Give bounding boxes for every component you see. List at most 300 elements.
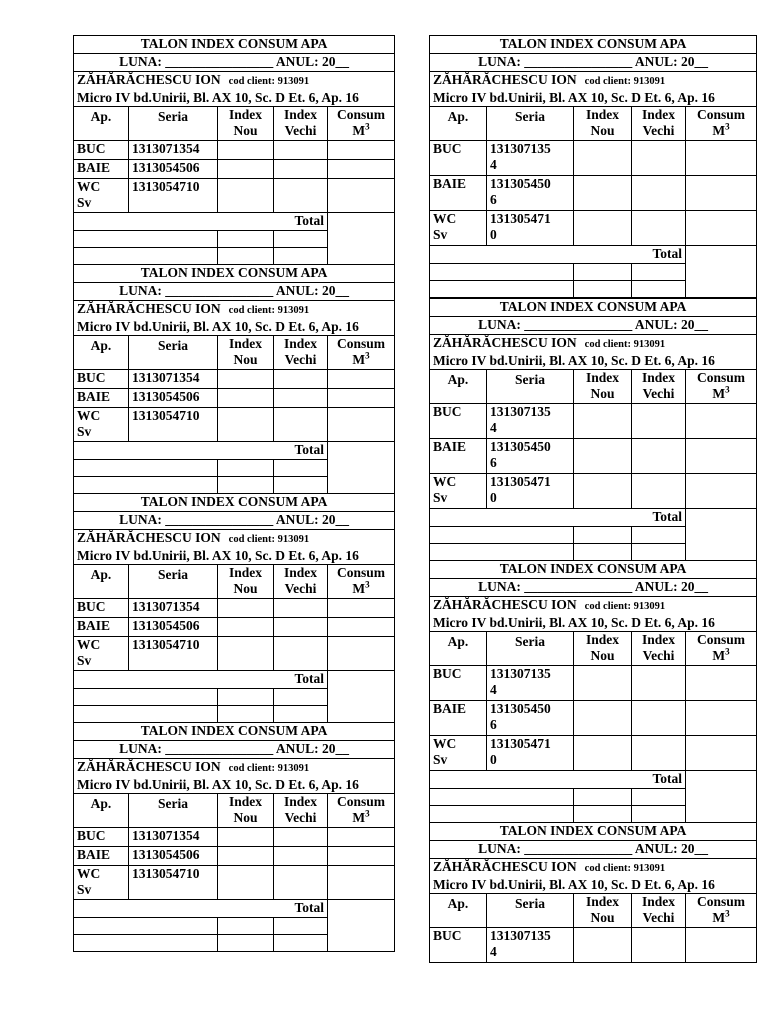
meter-serial-text: 1313054710 [132,179,200,194]
meter-location [74,847,129,866]
meter-serial [487,666,574,701]
client-code: cod client: 913091 [584,863,666,874]
meter-serial [487,211,574,246]
total-label: Total [294,213,324,228]
total-label-cell [430,509,686,527]
address-text: Micro IV bd.Unirii, Bl. AX 10, Sc. D Et. 6, Ap. 16 [433,90,715,105]
blank-cell [274,460,328,477]
meter-serial-text: 131305471 [490,474,551,489]
blank-cell [430,544,574,561]
total-value-cell [328,213,395,265]
header-ap [430,107,487,141]
header-index-nou [574,894,632,928]
header-consum-exponent: 3 [365,121,370,132]
index-nou-input [574,211,632,246]
index-nou-input [218,828,274,847]
header-consum-unit: M [352,123,366,138]
meter-location [74,160,129,179]
meter-location [74,408,129,442]
index-nou-input [218,389,274,408]
header-seria-text: Seria [515,634,545,649]
meter-location-text: WC [433,474,457,489]
blank-cell [74,477,218,494]
consum-input [328,618,395,637]
meter-location [430,141,487,176]
blank-cell [218,477,274,494]
meter-location-sub: Sv [433,752,448,767]
consum-input [328,599,395,618]
total-value-cell [328,671,395,723]
client-code: cod client: 913091 [584,601,666,612]
header-seria-text: Seria [158,567,188,582]
consum-input [686,404,757,439]
header-seria-text: Seria [158,109,188,124]
header-consum-line1: Consum [697,894,746,909]
blank-cell [74,460,218,477]
header-index-vechi-line1: Index [283,336,317,351]
meter-serial [129,141,218,160]
meter-row [74,389,395,408]
blank-cell [74,231,218,248]
client-code: cod client: 913091 [228,763,310,774]
header-ap-text: Ap. [90,109,112,124]
header-index-nou-line1: Index [228,336,262,351]
blank-cell [430,281,574,298]
header-index-vechi-line2: Vechi [642,123,675,138]
header-seria [129,794,218,828]
talon-form [429,35,757,298]
header-index-nou-line1: Index [228,107,262,122]
header-consum-line1: Consum [337,565,386,580]
consum-input [328,847,395,866]
header-index-nou-line2: Nou [590,648,615,663]
meter-location [74,370,129,389]
meter-serial-text: 131305450 [490,439,551,454]
blank-cell [632,264,686,281]
form-title [430,823,757,841]
total-label-cell [74,213,328,231]
header-index-nou [574,107,632,141]
consum-input [686,666,757,701]
month-year-line [74,512,395,530]
consum-input [686,176,757,211]
blank-cell [274,706,328,723]
meter-serial-tail: 0 [490,490,497,505]
index-nou-input [218,618,274,637]
client-line [430,335,757,354]
index-vechi-input [274,599,328,618]
form-title [74,723,395,741]
meter-location-text: WC [77,408,101,423]
meter-serial-tail: 6 [490,192,497,207]
meter-location [430,701,487,736]
header-consum-unit: M [712,910,726,925]
blank-cell [218,231,274,248]
client-name: ZĂHĂRĂCHESCU ION [77,530,221,545]
header-index-nou-line2: Nou [590,910,615,925]
form-title [74,265,395,283]
blank-cell [218,706,274,723]
header-ap [74,107,129,141]
meter-location-sub: Sv [77,195,92,210]
header-seria-text: Seria [158,338,188,353]
blank-cell [218,460,274,477]
month-year-text: LUNA: ________________ ANUL: 20__ [478,841,708,856]
talon-form [73,35,395,265]
index-vechi-input [274,866,328,900]
header-ap-text: Ap. [447,896,469,911]
form-title-text: TALON INDEX CONSUM APA [140,265,328,280]
form-title [430,36,757,54]
index-nou-input [218,599,274,618]
form-title-text: TALON INDEX CONSUM APA [140,36,328,51]
index-nou-input [574,736,632,771]
meter-location [430,736,487,771]
consum-input [686,211,757,246]
meter-row [430,736,757,771]
meter-row [430,176,757,211]
meter-row [430,404,757,439]
meter-serial [487,404,574,439]
header-index-vechi-line2: Vechi [284,123,317,138]
client-name: ZĂHĂRĂCHESCU ION [433,597,577,612]
blank-cell [218,689,274,706]
client-name: ZĂHĂRĂCHESCU ION [433,859,577,874]
index-vechi-input [632,474,686,509]
meter-location-text: WC [433,211,457,226]
meter-serial-tail: 4 [490,157,497,172]
month-year-line [430,317,757,335]
index-nou-input [218,408,274,442]
consum-input [328,160,395,179]
total-label: Total [652,771,682,786]
header-index-nou [218,336,274,370]
header-index-nou-line2: Nou [233,123,258,138]
talon-form [73,493,395,723]
consum-input [686,474,757,509]
meter-row [430,701,757,736]
meter-row [430,666,757,701]
address-text: Micro IV bd.Unirii, Bl. AX 10, Sc. D Et. 6, Ap. 16 [433,615,715,630]
meter-serial [129,179,218,213]
meter-location-text: BUC [433,141,462,156]
meter-location-sub: Sv [433,227,448,242]
header-consum [686,632,757,666]
header-seria [487,107,574,141]
address-line [430,877,757,894]
header-index-vechi-line2: Vechi [284,810,317,825]
meter-location-text: BUC [77,370,106,385]
blank-cell [274,935,328,952]
index-vechi-input [274,637,328,671]
client-name: ZĂHĂRĂCHESCU ION [77,301,221,316]
blank-cell [632,806,686,823]
meter-location-text: WC [433,736,457,751]
meter-row [430,141,757,176]
header-index-nou-line1: Index [585,107,619,122]
meter-location-text: BAIE [433,176,467,191]
header-consum [328,565,395,599]
meter-location-sub: Sv [77,653,92,668]
header-ap-text: Ap. [447,109,469,124]
meter-location [74,828,129,847]
month-year-text: LUNA: ________________ ANUL: 20__ [478,54,708,69]
blank-cell [430,806,574,823]
consum-input [328,828,395,847]
header-consum [686,894,757,928]
header-index-vechi-line1: Index [641,107,675,122]
address-text: Micro IV bd.Unirii, Bl. AX 10, Sc. D Et. 6, Ap. 16 [77,548,359,563]
header-consum-unit: M [712,123,726,138]
client-line [430,72,757,91]
blank-cell [218,918,274,935]
consum-input [328,866,395,900]
header-seria-text: Seria [515,109,545,124]
header-consum-line1: Consum [697,632,746,647]
header-index-vechi-line1: Index [641,632,675,647]
header-consum [328,107,395,141]
meter-serial-tail: 6 [490,455,497,470]
header-consum-exponent: 3 [365,350,370,361]
address-line [74,90,395,107]
meter-serial-tail: 0 [490,752,497,767]
meter-location [430,928,487,963]
meter-serial-text: 1313054710 [132,408,200,423]
total-label-cell [430,771,686,789]
meter-serial [129,828,218,847]
client-code: cod client: 913091 [584,339,666,350]
header-consum-exponent: 3 [725,121,730,132]
form-title-text: TALON INDEX CONSUM APA [140,494,328,509]
meter-serial-text: 1313054506 [132,618,200,633]
right-column [429,35,756,963]
index-vechi-input [274,179,328,213]
meter-serial [487,141,574,176]
meter-serial-text: 1313054506 [132,389,200,404]
address-text: Micro IV bd.Unirii, Bl. AX 10, Sc. D Et. 6, Ap. 16 [77,319,359,334]
header-consum-exponent: 3 [725,908,730,919]
form-title-text: TALON INDEX CONSUM APA [499,823,687,838]
meter-location [74,141,129,160]
meter-location-text: BUC [77,599,106,614]
meter-serial [129,847,218,866]
client-line [74,301,395,320]
talon-form [429,298,757,561]
meter-serial [487,474,574,509]
index-nou-input [574,701,632,736]
meter-location [430,474,487,509]
meter-location [430,439,487,474]
client-name: ZĂHĂRĂCHESCU ION [77,72,221,87]
header-ap [74,336,129,370]
left-column [73,35,394,952]
index-nou-input [574,176,632,211]
header-index-vechi [632,370,686,404]
index-nou-input [574,439,632,474]
meter-location-text: BUC [433,404,462,419]
total-label: Total [294,442,324,457]
meter-location-text: BAIE [433,701,467,716]
header-index-nou-line2: Nou [233,352,258,367]
blank-cell [430,264,574,281]
client-line [74,72,395,91]
index-nou-input [574,474,632,509]
header-consum [328,336,395,370]
header-consum-unit: M [712,386,726,401]
index-nou-input [218,179,274,213]
header-consum-line1: Consum [697,370,746,385]
client-name: ZĂHĂRĂCHESCU ION [433,72,577,87]
meter-serial-text: 131305450 [490,701,551,716]
header-index-nou-line2: Nou [590,386,615,401]
header-index-nou [218,565,274,599]
client-name: ZĂHĂRĂCHESCU ION [77,759,221,774]
header-seria-text: Seria [158,796,188,811]
header-index-vechi-line1: Index [283,565,317,580]
meter-serial-tail: 4 [490,682,497,697]
header-consum-exponent: 3 [365,808,370,819]
meter-location-text: BUC [77,141,106,156]
header-consum-line1: Consum [337,336,386,351]
client-line [74,530,395,549]
index-nou-input [574,928,632,963]
meter-location [74,866,129,900]
total-value-cell [328,442,395,494]
header-consum-unit: M [352,352,366,367]
index-vechi-input [274,828,328,847]
meter-serial [129,637,218,671]
index-vechi-input [274,618,328,637]
index-nou-input [574,666,632,701]
blank-cell [274,477,328,494]
blank-cell [74,918,218,935]
header-consum [686,107,757,141]
index-nou-input [574,404,632,439]
blank-cell [574,789,632,806]
meter-location-text: BAIE [77,160,111,175]
header-consum-line1: Consum [337,107,386,122]
header-seria-text: Seria [515,372,545,387]
client-line [430,597,757,616]
meter-location [74,179,129,213]
meter-location [430,404,487,439]
blank-cell [574,806,632,823]
meter-serial [487,928,574,963]
form-title-text: TALON INDEX CONSUM APA [140,723,328,738]
total-value-cell [686,246,757,298]
meter-serial-tail: 6 [490,717,497,732]
address-text: Micro IV bd.Unirii, Bl. AX 10, Sc. D Et. 6, Ap. 16 [433,877,715,892]
index-nou-input [574,141,632,176]
index-vechi-input [274,160,328,179]
meter-location [430,176,487,211]
index-nou-input [218,847,274,866]
meter-location-text: BUC [433,928,462,943]
blank-cell [574,264,632,281]
header-index-vechi-line1: Index [641,370,675,385]
blank-cell [274,231,328,248]
form-title-text: TALON INDEX CONSUM APA [499,36,687,51]
address-line [430,615,757,632]
meter-serial-text: 1313054506 [132,847,200,862]
header-index-vechi-line1: Index [283,107,317,122]
blank-cell [574,544,632,561]
index-vechi-input [274,389,328,408]
meter-row [74,599,395,618]
consum-input [686,736,757,771]
meter-row [74,637,395,671]
address-text: Micro IV bd.Unirii, Bl. AX 10, Sc. D Et. 6, Ap. 16 [433,353,715,368]
client-code: cod client: 913091 [228,534,310,545]
blank-cell [574,281,632,298]
meter-serial-tail: 4 [490,944,497,959]
meter-serial-text: 131305471 [490,211,551,226]
header-index-vechi-line2: Vechi [642,386,675,401]
meter-location [74,618,129,637]
meter-serial-tail: 0 [490,227,497,242]
header-index-nou-line1: Index [585,632,619,647]
total-label-cell [430,246,686,264]
meter-serial-tail: 4 [490,420,497,435]
index-vechi-input [274,370,328,389]
month-year-text: LUNA: ________________ ANUL: 20__ [119,54,349,69]
meter-serial-text: 131305471 [490,736,551,751]
meter-serial-text: 131307135 [490,141,551,156]
meter-serial-text: 131307135 [490,666,551,681]
meter-serial [487,176,574,211]
meter-row [74,828,395,847]
header-index-vechi-line2: Vechi [284,581,317,596]
meter-location [74,389,129,408]
blank-cell [74,248,218,265]
header-index-vechi [632,107,686,141]
month-year-line [430,841,757,859]
blank-cell [218,935,274,952]
blank-cell [574,527,632,544]
meter-row [430,928,757,963]
header-index-nou [574,632,632,666]
address-line [430,353,757,370]
blank-cell [218,248,274,265]
meter-location-text: BUC [433,666,462,681]
index-vechi-input [632,439,686,474]
header-ap [430,894,487,928]
meter-location [74,599,129,618]
meter-row [74,847,395,866]
header-ap-text: Ap. [90,796,112,811]
meter-row [74,179,395,213]
meter-serial [129,160,218,179]
header-index-nou [218,794,274,828]
header-index-vechi-line1: Index [283,794,317,809]
meter-serial-text: 131307135 [490,928,551,943]
header-consum-exponent: 3 [725,384,730,395]
talon-form [73,264,395,494]
address-line [74,319,395,336]
meter-serial-text: 1313054710 [132,637,200,652]
client-code: cod client: 913091 [228,76,310,87]
header-index-vechi [274,565,328,599]
index-vechi-input [632,141,686,176]
index-nou-input [218,637,274,671]
blank-cell [274,689,328,706]
blank-cell [74,706,218,723]
form-title-text: TALON INDEX CONSUM APA [499,299,687,314]
meter-serial-text: 1313071354 [132,141,200,156]
header-index-nou-line1: Index [228,794,262,809]
header-consum-unit: M [352,810,366,825]
total-label-cell [74,900,328,918]
